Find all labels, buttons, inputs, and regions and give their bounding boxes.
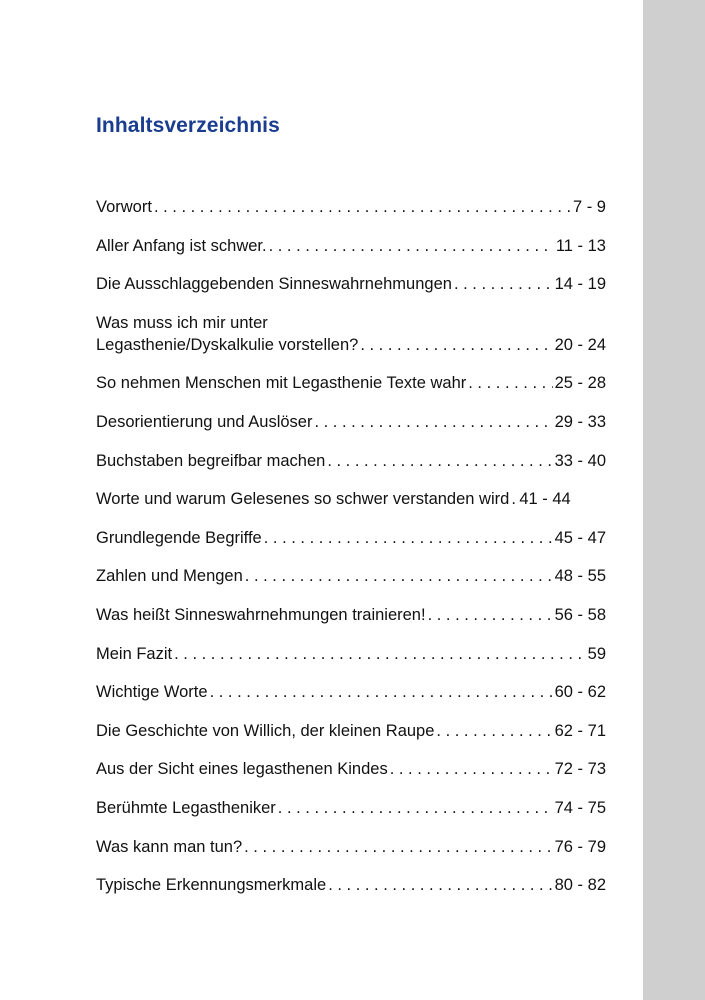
toc-entry-label: Was heißt Sinneswahrnehmungen trainieren!: [96, 605, 426, 624]
toc-entry-label-line1: Was muss ich mir unter: [96, 313, 268, 332]
toc-entry-label: Aller Anfang ist schwer.: [96, 236, 267, 255]
toc-entry-pages: 29 - 33: [554, 412, 606, 431]
toc-entry: [96, 488, 606, 510]
toc-entry-pages: 62 - 71: [554, 721, 606, 740]
dot-leader: [328, 874, 552, 896]
toc-entry-pages: 60 - 62: [554, 683, 606, 702]
dot-leader: [154, 196, 571, 218]
dot-leader: [244, 836, 552, 858]
toc-entry-pages: 76 - 79: [554, 837, 606, 856]
toc-entry-pages: 33 - 40: [554, 451, 606, 470]
toc-entry-label: Vorwort: [96, 198, 152, 216]
toc-entry-label: Desorientierung und Auslöser: [96, 412, 313, 431]
toc-entry: [96, 758, 606, 780]
dot-leader: [174, 643, 586, 665]
toc-entry-label: Grundlegende Begriffe: [96, 528, 262, 547]
toc-entry: [96, 312, 606, 356]
toc-entry-label: Zahlen und Mengen: [96, 567, 243, 586]
toc-entry-label: Berühmte Legastheniker: [96, 798, 276, 817]
toc-entry-label: So nehmen Menschen mit Legasthenie Texte wahr: [96, 374, 467, 393]
dot-leader: [269, 235, 554, 257]
toc-entry-label: Die Ausschlaggebenden Sinneswahrnehmungen: [96, 275, 452, 294]
toc-entry-pages: 41 - 44: [519, 490, 571, 509]
toc-entry: [96, 273, 606, 295]
dot-leader: [454, 273, 553, 295]
toc-entry: [96, 681, 606, 703]
toc-entry-label: Buchstaben begreifbar machen: [96, 451, 326, 470]
toc-entry-pages: 45 - 47: [554, 528, 606, 547]
toc-entry: [96, 235, 606, 257]
dot-leader: [511, 488, 517, 510]
toc-entry-label: Worte und warum Gelesenes so schwer verstanden wird: [96, 490, 510, 509]
toc-entry-label: Aus der Sicht eines legasthenen Kindes: [96, 760, 388, 779]
dot-leader: [390, 758, 553, 780]
dot-leader: [264, 527, 553, 549]
toc-entry-pages: 74 - 75: [554, 798, 606, 817]
toc-entry-label: Was kann man tun?: [96, 837, 243, 856]
toc-entry-label: Typische Erkennungsmerkmale: [96, 876, 327, 895]
toc-entry-pages: 11 - 13: [555, 236, 606, 255]
toc-entry: [96, 874, 606, 896]
toc-entry-pages: 59: [587, 644, 606, 663]
table-of-contents: [96, 196, 606, 913]
toc-entry: [96, 196, 606, 218]
toc-entry-label: Wichtige Worte: [96, 683, 208, 702]
toc-entry-pages: 25 - 28: [554, 374, 606, 393]
toc-entry: [96, 372, 606, 394]
toc-entry-label: Die Geschichte von Willich, der kleinen Raupe: [96, 721, 435, 740]
toc-entry: [96, 565, 606, 587]
toc-entry-pages: 14 - 19: [554, 275, 606, 294]
dot-leader: [314, 411, 552, 433]
toc-entry: [96, 643, 606, 665]
dot-leader: [360, 334, 552, 356]
dot-leader: [210, 681, 553, 703]
toc-entry-label: Legasthenie/Dyskalkulie vorstellen?: [96, 335, 359, 354]
dot-leader: [428, 604, 553, 626]
dot-leader: [436, 720, 552, 742]
toc-entry: [96, 527, 606, 549]
toc-entry-label: Mein Fazit: [96, 644, 173, 663]
dot-leader: [278, 797, 553, 819]
page-edge-band: [643, 0, 705, 1000]
dot-leader: [245, 565, 553, 587]
dot-leader: [468, 372, 552, 394]
toc-entry-pages: 48 - 55: [554, 567, 606, 586]
page-title: Inhaltsverzeichnis: [96, 114, 280, 137]
toc-entry-pages: 7 - 9: [572, 198, 606, 216]
toc-entry-pages: 80 - 82: [554, 876, 606, 895]
dot-leader: [327, 450, 552, 472]
toc-entry: [96, 797, 606, 819]
toc-entry-pages: 20 - 24: [554, 335, 606, 354]
toc-entry: [96, 450, 606, 472]
toc-entry: [96, 836, 606, 858]
toc-entry-pages: 72 - 73: [554, 760, 606, 779]
toc-entry: [96, 604, 606, 626]
toc-entry-pages: 56 - 58: [554, 605, 606, 624]
toc-entry: [96, 720, 606, 742]
toc-entry: [96, 411, 606, 433]
